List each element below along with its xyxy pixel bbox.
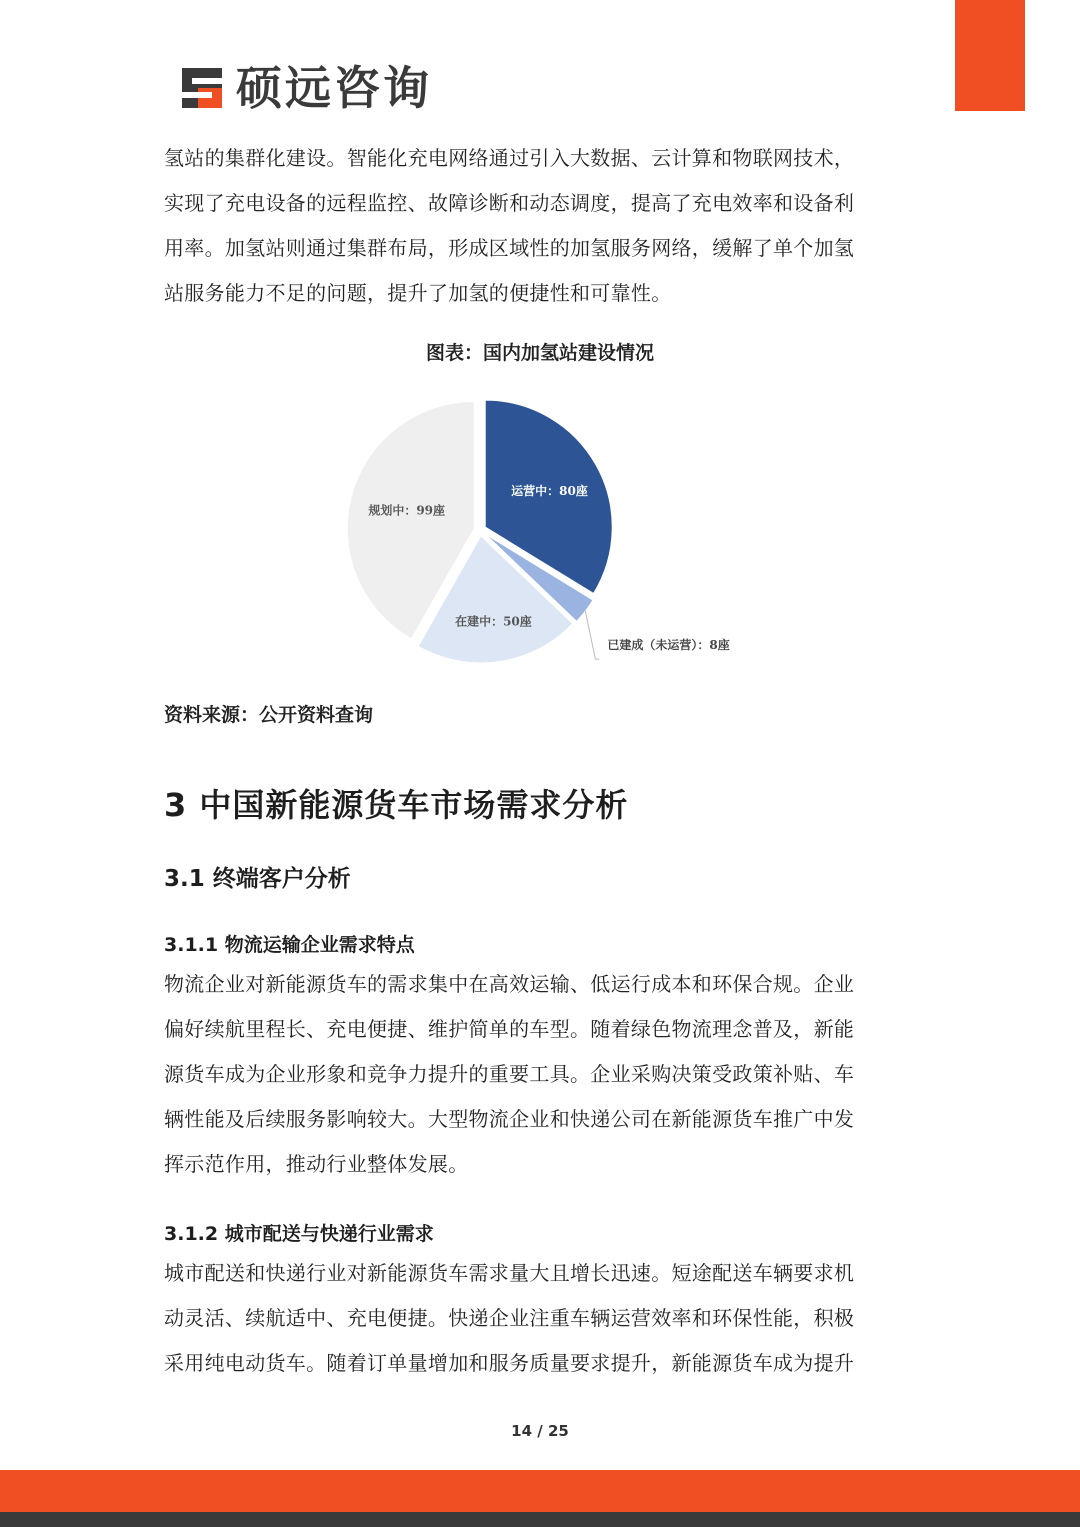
top-accent-bar xyxy=(955,0,1025,111)
paragraph-line: 辆性能及后续服务影响较大。大型物流企业和快递公司在新能源货车推广中发 xyxy=(164,1107,855,1131)
pie-leader-line xyxy=(585,611,599,659)
paragraph-line: 动灵活、续航适中、充电便捷。快递企业注重车辆运营效率和环保性能，积极 xyxy=(164,1306,855,1330)
logo-text: 硕远咨询 xyxy=(236,61,432,115)
logo-mark-icon xyxy=(176,64,228,112)
figure-source: 资料来源：公开资料查询 xyxy=(164,704,374,726)
paragraph-line: 源货车成为企业形象和竞争力提升的重要工具。企业采购决策受政策补贴、车 xyxy=(164,1062,855,1086)
figure-title: 图表：国内加氢站建设情况 xyxy=(425,342,654,364)
section-3-1-1-paragraph xyxy=(164,962,904,1187)
paragraph-line: 站服务能力不足的问题，提升了加氢的便捷性和可靠性。 xyxy=(164,281,672,305)
section-3-1-2-paragraph xyxy=(164,1251,904,1386)
pie-chart xyxy=(330,390,800,680)
bottom-accent-bar xyxy=(0,1470,1080,1512)
section-3-1-1-heading: 3.1.1 物流运输企业需求特点 xyxy=(164,934,415,956)
section-3-1-2-heading: 3.1.2 城市配送与快递行业需求 xyxy=(164,1223,434,1245)
pie-label-2: 已建成（未运营）：8座 xyxy=(607,638,730,653)
paragraph-line: 挥示范作用，推动行业整体发展。 xyxy=(164,1152,469,1176)
paragraph-line: 氢站的集群化建设。智能化充电网络通过引入大数据、云计算和物联网技术， xyxy=(164,146,855,170)
paragraph-line: 物流企业对新能源货车的需求集中在高效运输、低运行成本和环保合规。企业 xyxy=(164,972,855,996)
pie-label-4: 规划中：99座 xyxy=(368,503,446,518)
paragraph-line: 用率。加氢站则通过集群布局，形成区域性的加氢服务网络，缓解了单个加氢 xyxy=(164,236,855,260)
intro-paragraph xyxy=(164,136,904,316)
section-3-1-heading: 3.1 终端客户分析 xyxy=(164,866,351,892)
section-3-heading: 3 中国新能源货车市场需求分析 xyxy=(164,786,629,824)
page-number: 14 / 25 xyxy=(511,1422,569,1440)
paragraph-line: 偏好续航里程长、充电便捷、维护简单的车型。随着绿色物流理念普及，新能 xyxy=(164,1017,855,1041)
paragraph-line: 采用纯电动货车。随着订单量增加和服务质量要求提升，新能源货车成为提升 xyxy=(164,1351,855,1375)
pie-label-1: 运营中：80座 xyxy=(511,484,588,499)
paragraph-line: 城市配送和快递行业对新能源货车需求量大且增长迅速。短途配送车辆要求机 xyxy=(164,1261,855,1285)
pie-label-3: 在建中：50座 xyxy=(455,614,532,629)
bottom-dark-bar xyxy=(0,1512,1080,1527)
company-logo xyxy=(176,62,432,114)
paragraph-line: 实现了充电设备的远程监控、故障诊断和动态调度，提高了充电效率和设备利 xyxy=(164,191,855,215)
